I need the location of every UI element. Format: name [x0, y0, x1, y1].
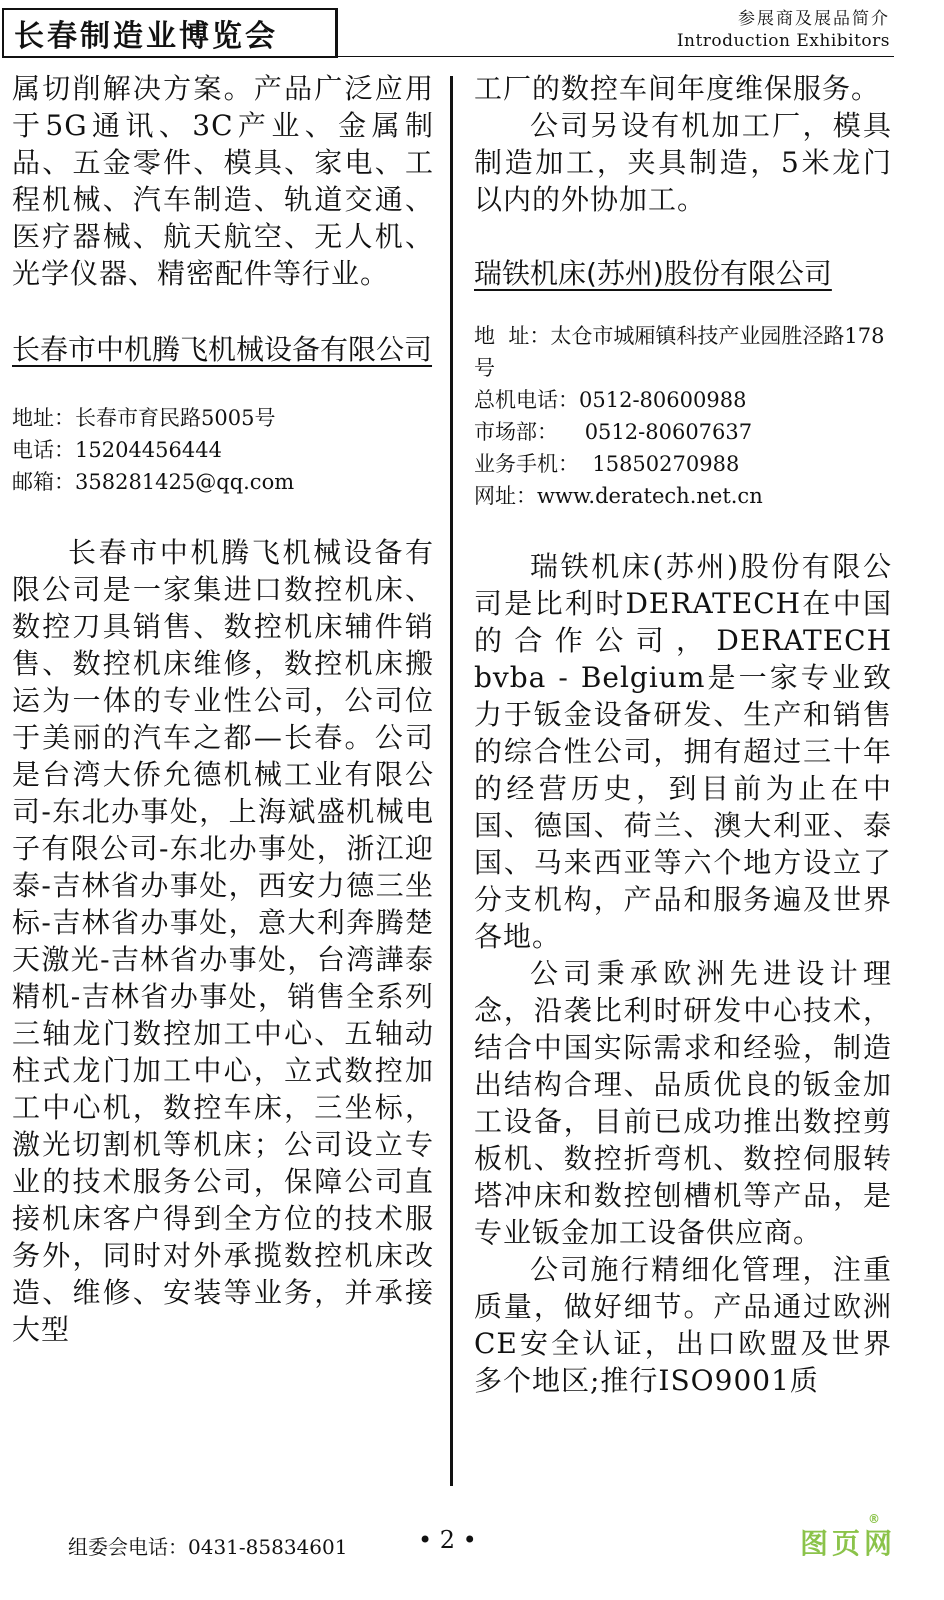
footer-phone: 组委会电话：0431-85834601 [68, 1535, 348, 1559]
ruitie-intro-paragraph: 瑞铁机床(苏州)股份有限公司是比利时DERATECH在中国的合作公司，DERATECH bvba - Belgium是一家专业致力于钣金设备研发、生产和销售的综合性公司，拥有超过三十年的经营历史，到目前为止在中国、德国、荷兰、澳大利亚、泰国、马来西亚等六个地方设立了分支机构，产品和服务遍及世界各地。 [474, 550, 892, 953]
company-title-zhongji: 长春市中机腾飞机械设备有限公司 [12, 333, 433, 366]
ruitie-address: 地 址：太仓市城厢镇科技产业园胜泾路178号 [474, 324, 885, 380]
company-phone: 电话：15204456444 [12, 438, 222, 462]
registered-mark: ® [868, 1512, 884, 1526]
page-number: • 2 • [418, 1526, 477, 1554]
company-email: 邮箱：358281425@qq.com [12, 470, 295, 494]
ruitie-design-paragraph: 公司秉承欧洲先进设计理念，沿袭比利时研发中心技术，结合中国实际需求和经验，制造出结构合理、品质优良的钣金加工设备，目前已成功推出数控剪板机、数控折弯机、数控伺服转塔冲床和数控刨槽机等产品，是专业钣金加工设备供应商。 [474, 957, 892, 1249]
ruitie-website: 网址：www.deratech.net.cn [474, 484, 763, 508]
ruitie-market-phone: 市场部： 0512-80607637 [474, 420, 753, 444]
section-title-en: Introduction Exhibitors [676, 31, 890, 51]
watermark-logo [800, 1512, 897, 1562]
masthead-box [2, 8, 338, 58]
section-heading [677, 8, 890, 52]
watermark-logo-text: 图页网 [800, 1527, 897, 1560]
intro-paragraph: 属切削解决方案。产品广泛应用于5G通讯、3C产业、金属制品、五金零件、模具、家电、工程机械、汽车制造、轨道交通、医疗器械、航天航空、无人机、光学仪器、精密配件等行业。 [12, 72, 434, 290]
ruitie-quality-paragraph: 公司施行精细化管理，注重质量，做好细节。产品通过欧洲CE安全认证，出口欧盟及世界多个地区;推行ISO9001质 [474, 1253, 892, 1397]
section-title-cn: 参展商及展品简介 [738, 9, 890, 29]
header-rule [336, 56, 894, 57]
company-description: 长春市中机腾飞机械设备有限公司是一家集进口数控机床、数控刀具销售、数控机床辅件销售、数控机床维修，数控机床搬运为一体的专业性公司，公司位于美丽的汽车之都—长春。公司是台湾大侨允德机械工业有限公司-东北办事处，上海斌盛机械电子有限公司-东北办事处，浙江迎泰-吉林省办事处，西安力德三坐标-吉林省办事处，意大利奔腾楚天激光-吉林省办事处，台湾譁泰精机-吉林省办事处，销售全系列三轴龙门数控加工中心、五轴动柱式龙门加工中心，立式数控加工中心机，数控车床，三坐标，激光切割机等机床；公司设立专业的技术服务公司，保障公司直接机床客户得到全方位的技术服务外，同时对外承揽数控机床改造、维修、安装等业务，并承接大型 [12, 536, 434, 1346]
masthead-title: 长春制造业博览会 [14, 19, 278, 54]
column-divider [450, 76, 453, 1486]
continued-paragraph: 工厂的数控车间年度维保服务。 [474, 72, 881, 105]
ruitie-mobile: 业务手机： 15850270988 [474, 452, 740, 476]
workshop-paragraph: 公司另设有机加工厂，模具制造加工，夹具制造，5米龙门以内的外协加工。 [474, 109, 892, 216]
company-title-ruitie: 瑞铁机床(苏州)股份有限公司 [474, 257, 832, 290]
right-column [474, 70, 892, 1399]
ruitie-switchboard: 总机电话：0512-80600988 [474, 388, 747, 412]
company-address: 地址：长春市育民路5005号 [12, 406, 276, 430]
left-column [12, 70, 434, 1348]
